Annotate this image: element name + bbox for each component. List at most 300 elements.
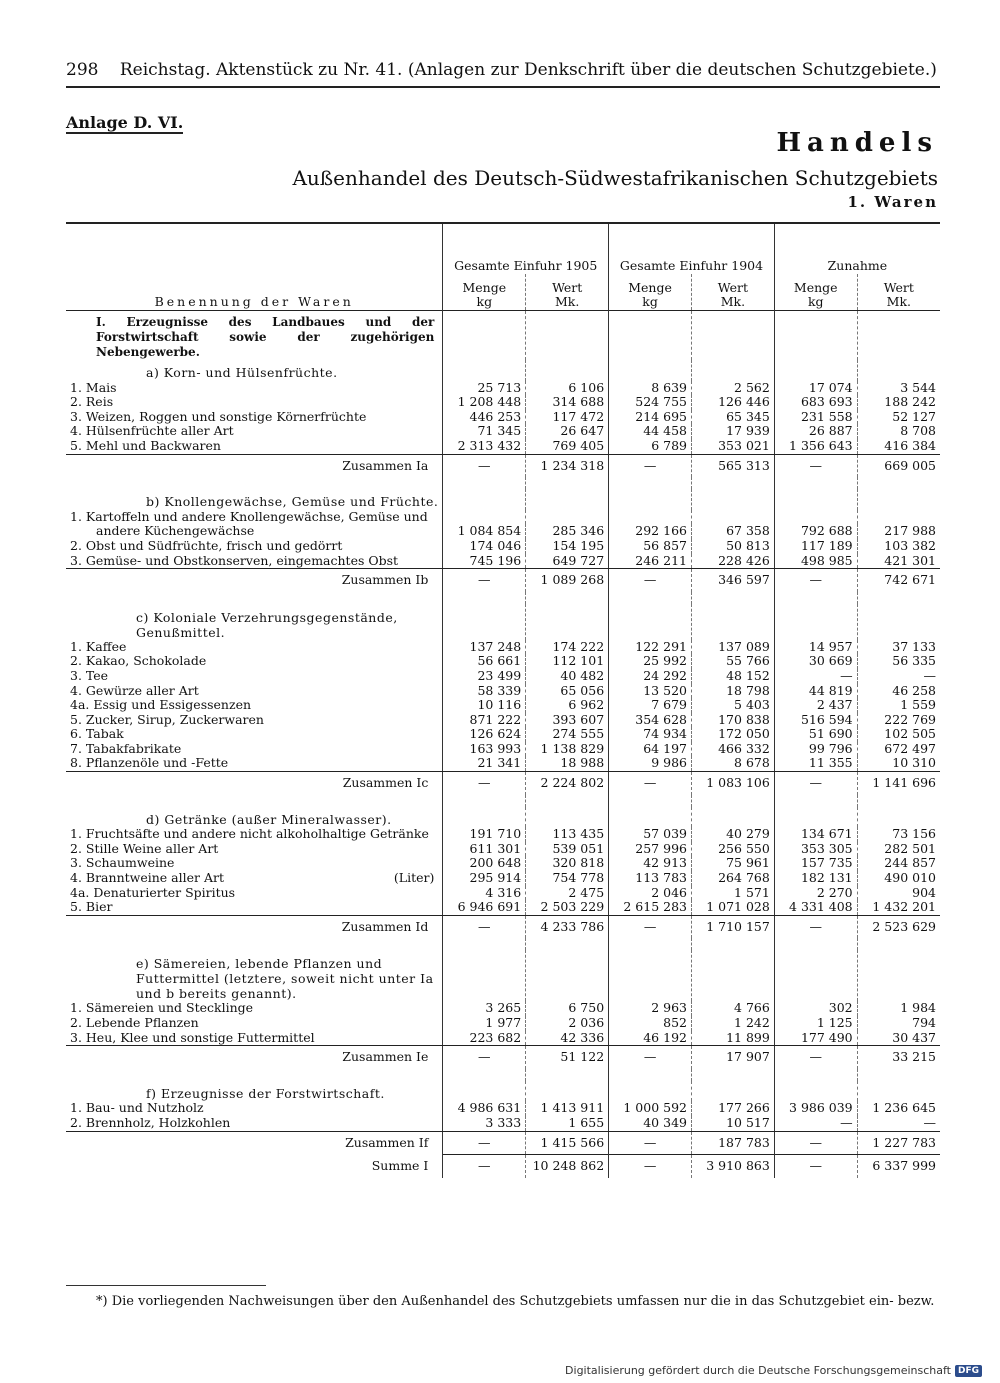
item-label <box>66 713 443 728</box>
value-cell: — <box>774 669 857 684</box>
value-cell: 1 125 <box>774 1016 857 1031</box>
value-cell: 64 197 <box>609 742 692 757</box>
spacer <box>66 938 443 950</box>
value-cell: 565 313 <box>691 454 774 477</box>
subtotal-label: Zusammen Ie <box>342 1049 429 1065</box>
table-row <box>66 756 940 771</box>
item-label <box>66 856 443 871</box>
value-cell: 852 <box>609 1016 692 1031</box>
value-cell: — <box>774 569 857 592</box>
value-cell: 649 727 <box>526 554 609 569</box>
empty-cell <box>691 311 774 361</box>
value-cell: 188 242 <box>857 395 940 410</box>
value-cell: 58 339 <box>443 684 526 699</box>
running-header <box>66 60 940 88</box>
value-cell: 2 503 229 <box>526 900 609 915</box>
item-label-text: andere Küchengewächse <box>96 524 255 539</box>
empty-cell <box>609 807 692 828</box>
value-cell: 1 138 829 <box>526 742 609 757</box>
subsection-heading: d) Getränke (außer Mineralwasser). <box>146 811 392 827</box>
subsection-heading: f) Erzeugnisse der Forstwirtschaft. <box>146 1085 385 1101</box>
table-row <box>66 886 940 901</box>
value-cell: 57 039 <box>609 827 692 842</box>
table-row <box>66 1016 940 1031</box>
item-label-text: 5. Bier <box>70 900 113 915</box>
value-cell: 187 783 <box>691 1131 774 1155</box>
value-cell: — <box>774 1155 857 1178</box>
item-label-text: 2. Brennholz, Holzkohlen <box>70 1115 231 1130</box>
item-label-text: 1. Bau- und Nutzholz <box>70 1101 204 1116</box>
empty-cell <box>526 477 609 489</box>
empty-cell <box>609 1069 692 1081</box>
value-cell: 117 189 <box>774 539 857 554</box>
item-label-text: 4. Hülsenfrüchte aller Art <box>70 424 234 439</box>
value-cell: 4 316 <box>443 886 526 901</box>
item-label <box>66 640 443 655</box>
value-cell: 10 517 <box>691 1116 774 1131</box>
value-cell: — <box>443 569 526 592</box>
empty-cell <box>774 807 857 828</box>
value-cell: — <box>609 454 692 477</box>
value-cell: 1 559 <box>857 698 940 713</box>
value-cell: 65 345 <box>691 410 774 425</box>
empty-cell <box>526 604 609 640</box>
value-cell: 904 <box>857 886 940 901</box>
item-label-text: 1. Sämereien und Stecklinge <box>70 1001 254 1016</box>
subsection-heading-row <box>66 950 940 1001</box>
value-cell: — <box>774 1116 857 1131</box>
spacer-row <box>66 795 940 807</box>
item-label <box>66 1016 443 1031</box>
value-cell: 67 358 <box>691 524 774 539</box>
table-row <box>66 871 940 886</box>
value-cell: 157 735 <box>774 856 857 871</box>
subsection-heading: a) Korn- und Hülsenfrüchte. <box>146 365 338 380</box>
value-cell: — <box>609 915 692 938</box>
value-cell: 113 435 <box>526 827 609 842</box>
value-cell: 1 571 <box>691 886 774 901</box>
value-cell: 44 819 <box>774 684 857 699</box>
spacer <box>66 477 443 489</box>
col-group-zunahme: Zunahme <box>774 224 940 274</box>
item-label-text: 1. Mais <box>70 380 117 395</box>
value-cell: 6 789 <box>609 439 692 454</box>
table-row <box>66 395 940 410</box>
value-cell: 246 211 <box>609 554 692 569</box>
value-cell: 264 768 <box>691 871 774 886</box>
value-cell: 48 152 <box>691 669 774 684</box>
value-cell: 154 195 <box>526 539 609 554</box>
value-cell: 516 594 <box>774 713 857 728</box>
table-row <box>66 684 940 699</box>
value-cell: 2 036 <box>526 1016 609 1031</box>
value-cell: 17 074 <box>774 381 857 396</box>
value-cell: 2 313 432 <box>443 439 526 454</box>
item-label-text: 5. Zucker, Sirup, Zuckerwaren <box>70 712 264 727</box>
value-cell: 217 988 <box>857 524 940 539</box>
total-label: Summe I <box>371 1158 429 1174</box>
subtotal-row <box>66 454 940 477</box>
value-cell: 25 713 <box>443 381 526 396</box>
table-row <box>66 1101 940 1116</box>
col-wert-zunahme: Wert Mk. <box>857 274 940 311</box>
empty-cell <box>443 489 526 510</box>
value-cell: 24 292 <box>609 669 692 684</box>
empty-cell <box>774 938 857 950</box>
item-label <box>66 827 443 842</box>
empty-cell <box>774 489 857 510</box>
value-cell: 223 682 <box>443 1031 526 1046</box>
item-label <box>66 756 443 771</box>
empty-cell <box>526 592 609 604</box>
spacer <box>66 795 443 807</box>
digitization-text: Digitalisierung gefördert durch die Deutsche Forschungsgemeinschaft <box>565 1364 951 1377</box>
value-cell: 1 084 854 <box>443 524 526 539</box>
value-cell: 1 227 783 <box>857 1131 940 1155</box>
empty-cell <box>609 489 692 510</box>
value-cell: 9 986 <box>609 756 692 771</box>
subsection-heading-row <box>66 360 940 381</box>
value-cell: 2 224 802 <box>526 772 609 795</box>
value-cell: 8 639 <box>609 381 692 396</box>
value-cell: 11 355 <box>774 756 857 771</box>
value-cell: — <box>443 1046 526 1069</box>
empty-cell <box>857 477 940 489</box>
item-label-text: 1. Kaffee <box>70 639 127 654</box>
empty-cell <box>443 1081 526 1102</box>
value-cell: 55 766 <box>691 654 774 669</box>
value-cell: 11 899 <box>691 1031 774 1046</box>
col-label-header: Benennung der Waren <box>154 294 354 310</box>
value-cell: 295 914 <box>443 871 526 886</box>
empty-cell <box>857 360 940 381</box>
value-cell: 2 270 <box>774 886 857 901</box>
anlage-label: Anlage D. VI. <box>66 113 184 132</box>
value-cell: 354 628 <box>609 713 692 728</box>
value-cell: 37 133 <box>857 640 940 655</box>
item-label-text: 4. Branntweine aller Art <box>70 871 224 886</box>
table-row <box>66 410 940 425</box>
subtotal-row <box>66 772 940 795</box>
value-cell: 46 258 <box>857 684 940 699</box>
table-row <box>66 842 940 857</box>
empty-cell <box>609 477 692 489</box>
value-cell: 1 236 645 <box>857 1101 940 1116</box>
spacer-row <box>66 1069 940 1081</box>
spacer <box>66 1069 443 1081</box>
value-cell: 6 750 <box>526 1001 609 1016</box>
empty-cell <box>691 795 774 807</box>
value-cell: 393 607 <box>526 713 609 728</box>
value-cell: — <box>857 669 940 684</box>
subtotal-label: Zusammen Ib <box>341 572 429 588</box>
value-cell: 524 755 <box>609 395 692 410</box>
subsection-heading-row <box>66 1081 940 1102</box>
value-cell: — <box>443 454 526 477</box>
table-row <box>66 554 940 569</box>
subsection-heading-row <box>66 489 940 510</box>
item-label <box>66 1031 443 1046</box>
value-cell: — <box>774 454 857 477</box>
item-label <box>66 554 443 569</box>
value-cell: 75 961 <box>691 856 774 871</box>
value-cell: 17 939 <box>691 424 774 439</box>
empty-cell <box>774 604 857 640</box>
value-cell: — <box>774 915 857 938</box>
subtotal-label: Zusammen Id <box>341 918 429 934</box>
item-label-text: 1. Kartoffeln und andere Knollengewächse, Gemüse und <box>70 509 428 524</box>
value-cell <box>443 510 526 525</box>
subtotal-row <box>66 1046 940 1069</box>
item-label <box>66 410 443 425</box>
item-label <box>66 886 443 901</box>
value-cell: 1 089 268 <box>526 569 609 592</box>
value-cell: 669 005 <box>857 454 940 477</box>
value-cell: 10 116 <box>443 698 526 713</box>
value-cell: 1 984 <box>857 1001 940 1016</box>
item-label <box>66 524 443 539</box>
value-cell: 222 769 <box>857 713 940 728</box>
empty-cell <box>774 360 857 381</box>
subtotal-label: Zusammen If <box>345 1135 429 1151</box>
subsection-heading-row <box>66 807 940 828</box>
value-cell: 112 101 <box>526 654 609 669</box>
item-label <box>66 684 443 699</box>
empty-cell <box>443 1069 526 1081</box>
trade-table <box>66 224 940 1178</box>
value-cell: 40 349 <box>609 1116 692 1131</box>
empty-cell <box>526 489 609 510</box>
value-cell: 1 432 201 <box>857 900 940 915</box>
value-cell: 174 046 <box>443 539 526 554</box>
value-cell: 871 222 <box>443 713 526 728</box>
empty-cell <box>691 477 774 489</box>
value-cell: 446 253 <box>443 410 526 425</box>
empty-cell <box>691 950 774 1001</box>
col-group-1904: Gesamte Einfuhr 1904 <box>609 224 775 274</box>
value-cell: — <box>774 1046 857 1069</box>
item-label <box>66 1001 443 1016</box>
table-row <box>66 381 940 396</box>
value-cell: 1 413 911 <box>526 1101 609 1116</box>
value-cell: 182 131 <box>774 871 857 886</box>
value-cell: 611 301 <box>443 842 526 857</box>
item-label-text: 2. Reis <box>70 395 114 410</box>
item-label <box>66 439 443 454</box>
value-cell: 6 106 <box>526 381 609 396</box>
empty-cell <box>774 592 857 604</box>
item-label <box>66 742 443 757</box>
value-cell: — <box>857 1116 940 1131</box>
table-row <box>66 900 940 915</box>
empty-cell <box>443 807 526 828</box>
value-cell: 314 688 <box>526 395 609 410</box>
empty-cell <box>526 950 609 1001</box>
table-row <box>66 524 940 539</box>
value-cell: 292 166 <box>609 524 692 539</box>
section-heading: I. Erzeugnisse des Landbaues und der Forstwirtschaft sowie der zugehörigen Nebengewerbe. <box>96 315 435 359</box>
value-cell: 683 693 <box>774 395 857 410</box>
value-cell: — <box>443 1131 526 1155</box>
value-cell: 3 544 <box>857 381 940 396</box>
item-label <box>66 395 443 410</box>
value-cell: 50 813 <box>691 539 774 554</box>
item-label <box>66 669 443 684</box>
value-cell: — <box>609 569 692 592</box>
value-cell: 10 310 <box>857 756 940 771</box>
value-cell: — <box>609 1046 692 1069</box>
value-cell: 214 695 <box>609 410 692 425</box>
value-cell: 56 661 <box>443 654 526 669</box>
value-cell: 353 305 <box>774 842 857 857</box>
value-cell: — <box>609 772 692 795</box>
table-row <box>66 439 940 454</box>
value-cell: 103 382 <box>857 539 940 554</box>
value-cell: 71 345 <box>443 424 526 439</box>
value-cell: 73 156 <box>857 827 940 842</box>
empty-cell <box>609 604 692 640</box>
table-row <box>66 713 940 728</box>
item-label-text: 3. Schaumweine <box>70 856 175 871</box>
spacer-row <box>66 592 940 604</box>
value-cell <box>526 510 609 525</box>
empty-cell <box>609 311 692 361</box>
value-cell: 754 778 <box>526 871 609 886</box>
value-cell: 42 913 <box>609 856 692 871</box>
empty-cell <box>526 1069 609 1081</box>
page-number: 298 <box>66 60 99 80</box>
value-cell: 421 301 <box>857 554 940 569</box>
value-cell: 4 331 408 <box>774 900 857 915</box>
page-title: Handels <box>776 128 938 158</box>
empty-cell <box>443 950 526 1001</box>
table-row <box>66 1031 940 1046</box>
value-cell: 2 475 <box>526 886 609 901</box>
value-cell: 1 242 <box>691 1016 774 1031</box>
value-cell: 1 141 696 <box>857 772 940 795</box>
value-cell: 244 857 <box>857 856 940 871</box>
item-label-text: 4. Gewürze aller Art <box>70 683 199 698</box>
value-cell: 1 208 448 <box>443 395 526 410</box>
value-cell: 56 335 <box>857 654 940 669</box>
item-label-text: 3. Heu, Klee und sonstige Futtermittel <box>70 1030 315 1045</box>
value-cell: 4 233 786 <box>526 915 609 938</box>
value-cell <box>774 510 857 525</box>
empty-cell <box>857 604 940 640</box>
item-label <box>66 654 443 669</box>
unit-note: (Liter) <box>393 871 435 886</box>
value-cell: 302 <box>774 1001 857 1016</box>
total-row <box>66 1155 940 1178</box>
item-label <box>66 842 443 857</box>
item-label-text: 3. Gemüse- und Obstkonserven, eingemachtes Obst <box>70 553 399 568</box>
col-menge-1905: Menge kg <box>443 274 526 311</box>
table-row <box>66 698 940 713</box>
value-cell <box>609 510 692 525</box>
value-cell: 33 215 <box>857 1046 940 1069</box>
item-label-text: 4a. Denaturierter Spiritus <box>70 885 236 900</box>
col-menge-zunahme: Menge kg <box>774 274 857 311</box>
item-label-text: 8. Pflanzenöle und -Fette <box>70 756 229 771</box>
value-cell: 65 056 <box>526 684 609 699</box>
value-cell: 1 083 106 <box>691 772 774 795</box>
value-cell: 56 857 <box>609 539 692 554</box>
empty-cell <box>691 1069 774 1081</box>
value-cell: 2 523 629 <box>857 915 940 938</box>
value-cell: — <box>609 1155 692 1178</box>
table-row <box>66 424 940 439</box>
value-cell: 1 977 <box>443 1016 526 1031</box>
table-row <box>66 727 940 742</box>
table-row <box>66 1116 940 1131</box>
value-cell: 745 196 <box>443 554 526 569</box>
item-label-text: 2. Stille Weine aller Art <box>70 841 219 856</box>
value-cell: 353 021 <box>691 439 774 454</box>
value-cell: 285 346 <box>526 524 609 539</box>
value-cell: 320 818 <box>526 856 609 871</box>
value-cell: 177 490 <box>774 1031 857 1046</box>
value-cell: 18 988 <box>526 756 609 771</box>
value-cell: 17 907 <box>691 1046 774 1069</box>
value-cell: 3 986 039 <box>774 1101 857 1116</box>
item-label <box>66 1116 443 1131</box>
empty-cell <box>691 489 774 510</box>
value-cell: 30 437 <box>857 1031 940 1046</box>
empty-cell <box>609 795 692 807</box>
value-cell: 3 910 863 <box>691 1155 774 1178</box>
empty-cell <box>443 604 526 640</box>
empty-cell <box>774 311 857 361</box>
table-row <box>66 539 940 554</box>
value-cell: 7 679 <box>609 698 692 713</box>
empty-cell <box>857 795 940 807</box>
value-cell: 163 993 <box>443 742 526 757</box>
value-cell: 117 472 <box>526 410 609 425</box>
empty-cell <box>691 604 774 640</box>
table-row <box>66 856 940 871</box>
value-cell: 672 497 <box>857 742 940 757</box>
subtotal-label: Zusammen Ia <box>342 457 429 473</box>
value-cell: 2 963 <box>609 1001 692 1016</box>
empty-cell <box>609 592 692 604</box>
value-cell: 228 426 <box>691 554 774 569</box>
value-cell: 74 934 <box>609 727 692 742</box>
value-cell: 3 333 <box>443 1116 526 1131</box>
empty-cell <box>526 360 609 381</box>
value-cell: — <box>774 772 857 795</box>
value-cell: 51 122 <box>526 1046 609 1069</box>
item-label <box>66 727 443 742</box>
empty-cell <box>526 938 609 950</box>
value-cell: 23 499 <box>443 669 526 684</box>
table-row <box>66 510 940 525</box>
empty-cell <box>609 950 692 1001</box>
value-cell: 1 415 566 <box>526 1131 609 1155</box>
value-cell: 170 838 <box>691 713 774 728</box>
value-cell: 257 996 <box>609 842 692 857</box>
value-cell: 1 655 <box>526 1116 609 1131</box>
value-cell: 174 222 <box>526 640 609 655</box>
value-cell: 137 089 <box>691 640 774 655</box>
empty-cell <box>691 938 774 950</box>
value-cell: 3 265 <box>443 1001 526 1016</box>
value-cell: 21 341 <box>443 756 526 771</box>
item-label-text: 2. Obst und Südfrüchte, frisch und gedörrt <box>70 538 343 553</box>
item-label-text: 6. Tabak <box>70 727 124 742</box>
value-cell: 792 688 <box>774 524 857 539</box>
value-cell: 172 050 <box>691 727 774 742</box>
subsection-heading: e) Sämereien, lebende Pflanzen und Futtermittel (letztere, soweit nicht unter Ia und b bereits genannt). <box>136 956 434 1002</box>
